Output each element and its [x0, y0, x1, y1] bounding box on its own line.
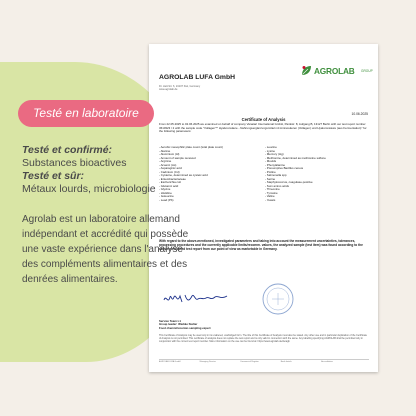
parameter-item: - Alanine: [159, 148, 171, 153]
team-line: Food chemist/counter-sampling expert: [159, 325, 211, 330]
parameter-item: - Methionine, determined as methionine sulfone: [265, 155, 326, 160]
team-line: Service Team L1: [159, 319, 181, 323]
parameter-item: - Glutamic acid: [159, 183, 179, 188]
parameter-column-right: [265, 146, 369, 202]
footer-block: Bank details: [280, 361, 292, 363]
parameter-item: - Enterobacteriaceae: [159, 176, 186, 181]
parameter-item: - Staphylococcus, coagulase-positive: [265, 180, 313, 184]
parameter-item: - Yeasts: [265, 197, 276, 202]
logo-brand: AGROLAB: [314, 66, 355, 76]
parameter-item: - Sum amino acids: [265, 183, 289, 188]
parameter-item: - Phenylalanine: [265, 162, 285, 167]
parameter-item: - Escherichia coli: [159, 180, 181, 184]
certificate-document: [149, 44, 378, 372]
certificate-title: Certificate of Analysis: [241, 117, 286, 122]
parameter-item: - Cadmium (Cd): [159, 169, 180, 174]
footer-block: Managing Director: [199, 361, 216, 363]
service-team: [159, 320, 211, 330]
parameter-item: - Histidine: [159, 190, 172, 195]
certificate-footer: [159, 359, 369, 369]
parameter-item: - Mercury (Hg): [265, 152, 284, 156]
team-line: Group leader: Wiebke Stelter: [159, 322, 198, 327]
parameter-item: - Aluminium (Al): [159, 152, 180, 156]
logo-group: GROUP: [361, 69, 373, 73]
certificate-date: 10.06.2025: [351, 112, 368, 116]
parameter-item: - Cysteine, determined as cysteic acid: [159, 173, 208, 177]
parameter-item: - Serine: [265, 176, 276, 181]
certificate-summary: With regard to the above-mentioned, investigated parameters and taking into account the measurement uncertainties, tolerances, processing procedures and the currently applicable limits/recomm. values, the analyzed sample (test item) was found according to the above mentioned test report from our point of view as marketable in Germany.: [159, 239, 363, 251]
signature: [161, 291, 231, 307]
parameter-item: - Salmonella spp: [265, 173, 287, 177]
parameter-item: - Glycine: [159, 187, 171, 191]
parameter-item: - Threonine: [265, 187, 280, 191]
tested-safe-label: Testé et sûr:: [22, 170, 85, 182]
certificate-footnote: This Certificate of Analysis may be used only in its unaltered, unabridged form. The title of this Certificate of Analysis must also be stated. Any other use and in particular duplication of the Certificate of Analysis is not permitted. This certificate of analysis does not replace the test report and is only valid in connection with the same. Any labelling specifying AGROLAB shall be permitted only in conjunction with the correct test report number. More information on the use can be found at: https://www.agrolab.de/de/agb: [159, 334, 367, 343]
parameter-item: - Lead (Pb): [159, 197, 174, 202]
footer-block: Accreditation: [321, 361, 333, 363]
parameter-item: - Tyrosine: [265, 190, 278, 195]
tested-safe-value: Métaux lourds, microbiologie: [22, 183, 156, 195]
leaf-icon: [301, 65, 312, 76]
parameter-item: - Asparaginic acid: [159, 166, 182, 170]
parameter-item: - Amount of sample received: [159, 155, 196, 160]
tested-confirmed-label: Testé et confirmé:: [22, 144, 113, 156]
footer-block: Commercial Register: [240, 361, 259, 363]
parameter-item: - Isoleucine: [159, 194, 174, 198]
parameter-item: - Arginine: [159, 159, 172, 163]
certificate-company: AGROLAB LUFA GmbH: [159, 74, 236, 81]
parameter-item: - Valine: [265, 194, 275, 198]
accreditation-stamp-icon: [261, 282, 295, 316]
parameter-item: - Moulds: [265, 159, 277, 163]
parameter-item: - Leucine: [265, 145, 277, 149]
certificate-address: Dr. Hell-Str. 6, 24107 Kiel, Germany www.agrolab.de: [159, 85, 201, 92]
agrolab-logo: [301, 64, 371, 88]
parameter-item: - Lysine: [265, 148, 276, 153]
tested-confirmed-block: [22, 144, 190, 196]
lab-description: Agrolab est un laboratoire allemand indépendant et accrédité qui possède une vaste expérience dans l'analyse des compléments alimentaires et des denrées alimentaires.: [22, 214, 189, 285]
parameter-item: - Aerobic mesophilic plate count (total plate count): [159, 145, 223, 149]
parameter-item: - Proline: [265, 169, 276, 174]
parameter-item: - Arsenic (As): [159, 162, 177, 167]
parameter-item: - Presumptive Bacillus cereus: [265, 166, 304, 170]
lab-tested-badge: Testé en laboratoire: [18, 100, 154, 127]
certificate-intro: From 22.05.2025 to 02.06.2025 we examined on behalf of company Vanatari International GmbH, Pankstr. 8, Aufgang B, 13127 Berlin with our test report number 3610323 / 2 with the sample code "Vollagen™ Hyaluronsäure - Nahrungsergänzungsmittel mit Aminosäuren (Vollagen) und Hyaluronsäure (aus Fermentation)" for the following parameters:: [159, 122, 367, 134]
tested-confirmed-value: Substances bioactives: [22, 157, 127, 169]
footer-block: AGROLAB LUFA GmbH: [159, 361, 181, 363]
